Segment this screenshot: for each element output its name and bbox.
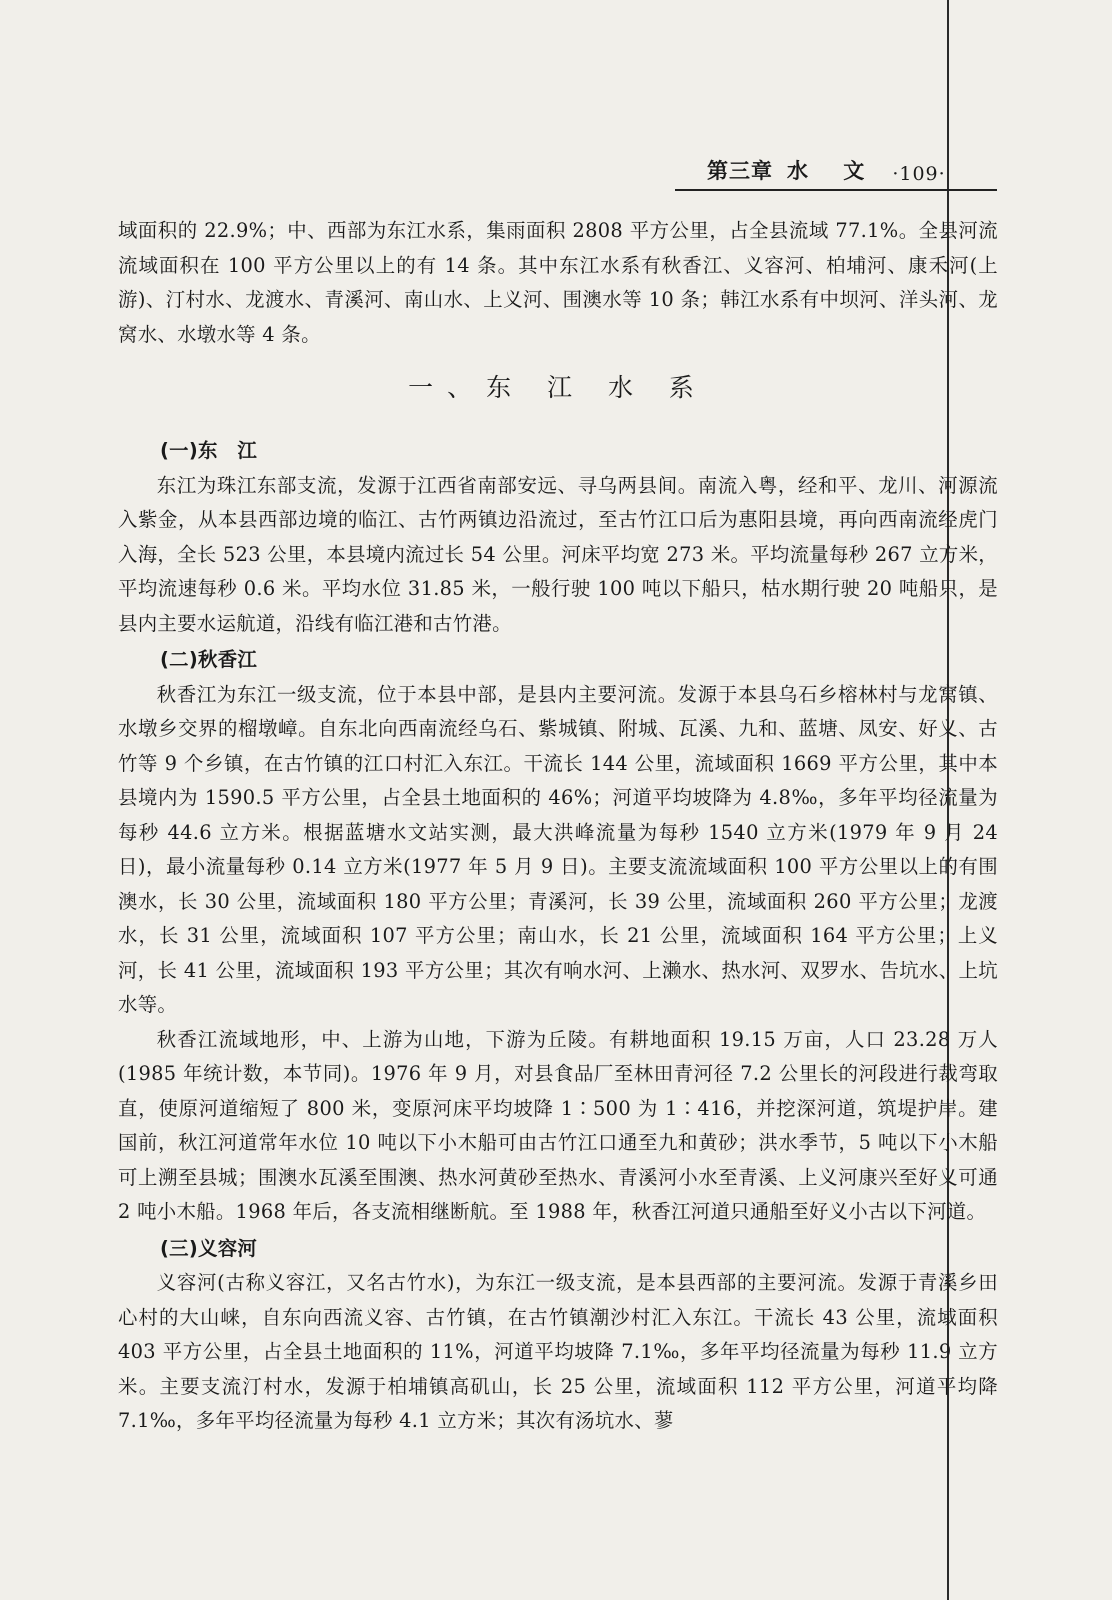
intro-paragraph: 域面积的 22.9%；中、西部为东江水系，集雨面积 2808 平方公里，占全县流域 77.1%。全县河流流域面积在 100 平方公里以上的有 14 条。其中东江水系有秋香江、义容河、柏埔河、康禾河(上游)、汀村水、龙渡水、青溪河、南山水、上义河、围澳水等 10 条；韩江水系有中坝河、洋头河、龙窝水、水墩水等 4 条。: [118, 219, 998, 346]
running-header: [675, 155, 997, 191]
paragraph-yironghe: 义容河(古称义容江，又名古竹水)，为东江一级支流，是本县西部的主要河流。发源于青溪乡田心村的大山崃，自东向西流义容、古竹镇，在古竹镇潮沙村汇入东江。干流长 43 公里，流域面积 403 平方公里，占全县土地面积的 11%，河道平均坡降 7.1‰，多年平均径流量为每秒 11.9 立方米。主要支流汀村水，发源于柏埔镇高矶山，长 25 公里，流域面积 112 平方公里，河道平均降 7.1‰，多年平均径流量为每秒 4.1 立方米；其次有汤坑水、蓼: [118, 1271, 998, 1432]
subsection-heading-qiuxiangjiang: (二)秋香江: [160, 648, 258, 671]
section-title: 一、东 江 水 系: [408, 373, 708, 402]
chapter-label: 第三章: [707, 159, 773, 183]
page-number: ·109·: [892, 163, 946, 185]
paragraph-qiuxiangjiang-1: 秋香江为东江一级支流，位于本县中部，是县内主要河流。发源于本县乌石乡榕林村与龙窝镇、水墩乡交界的榴墩嶂。自东北向西南流经乌石、紫城镇、附城、瓦溪、九和、蓝塘、凤安、好义、古竹等 9 个乡镇，在古竹镇的江口村汇入东江。干流长 144 公里，流域面积 1669 平方公里，其中本县境内为 1590.5 平方公里，占全县土地面积的 46%；河道平均坡降为 4.8‰，多年平均径流量为每秒 44.6 立方米。根据蓝塘水文站实测，最大洪峰流量为每秒 1540 立方米(1979 年 9 月 24 日)，最小流量每秒 0.14 立方米(1977 年 5 月 9 日)。主要支流流域面积 100 平方公里以上的有围澳水，长 30 公里，流域面积 180 平方公里；青溪河，长 39 公里，流域面积 260 平方公里；龙渡水，长 31 公里，流域面积 107 平方公里；南山水，长 21 公里，流域面积 164 平方公里；上义河，长 41 公里，流域面积 193 平方公里；其次有响水河、上濑水、热水河、双罗水、告坑水、上坑水等。: [118, 682, 998, 1016]
chapter-topic: 水 文: [787, 159, 879, 183]
subsection-heading-yironghe: (三)义容河: [160, 1236, 258, 1260]
paragraph-dongjiang: 东江为珠江东部支流，发源于江西省南部安远、寻乌两县间。南流入粤，经和平、龙川、河源流入紫金，从本县西部边境的临江、古竹两镇边沿流过，至古竹江口后为惠阳县境，再向西南流经虎门入海，全长 523 公里，本县境内流过长 54 公里。河床平均宽 273 米。平均流量每秒 267 立方米，平均流速每秒 0.6 米。平均水位 31.85 米，一般行驶 100 吨以下船只，枯水期行驶 20 吨船只，是县内主要水运航道，沿线有临江港和古竹港。: [118, 473, 998, 635]
paragraph-qiuxiangjiang-2: 秋香江流域地形，中、上游为山地，下游为丘陵。有耕地面积 19.15 万亩，人口 23.28 万人(1985 年统计数，本节同)。1976 年 9 月，对县食品厂至林田青河径 7.2 公里长的河段进行裁弯取直，使原河道缩短了 800 米，变原河床平均坡降 1∶500 为 1∶416，并挖深河道，筑堤护岸。建国前，秋江河道常年水位 10 吨以下小木船可由古竹江口通至九和黄砂；洪水季节，5 吨以下小木船可上溯至县城；围澳水瓦溪至围澳、热水河黄砂至热水、青溪河小水至青溪、上义河康兴至好义可通 2 吨小木船。1968 年后，各支流相继断航。至 1988 年，秋香江河道只通船至好义小古以下河道。: [118, 1027, 998, 1223]
page-body: [118, 214, 998, 1439]
subsection-heading-dongjiang: (一)东 江: [160, 439, 258, 462]
